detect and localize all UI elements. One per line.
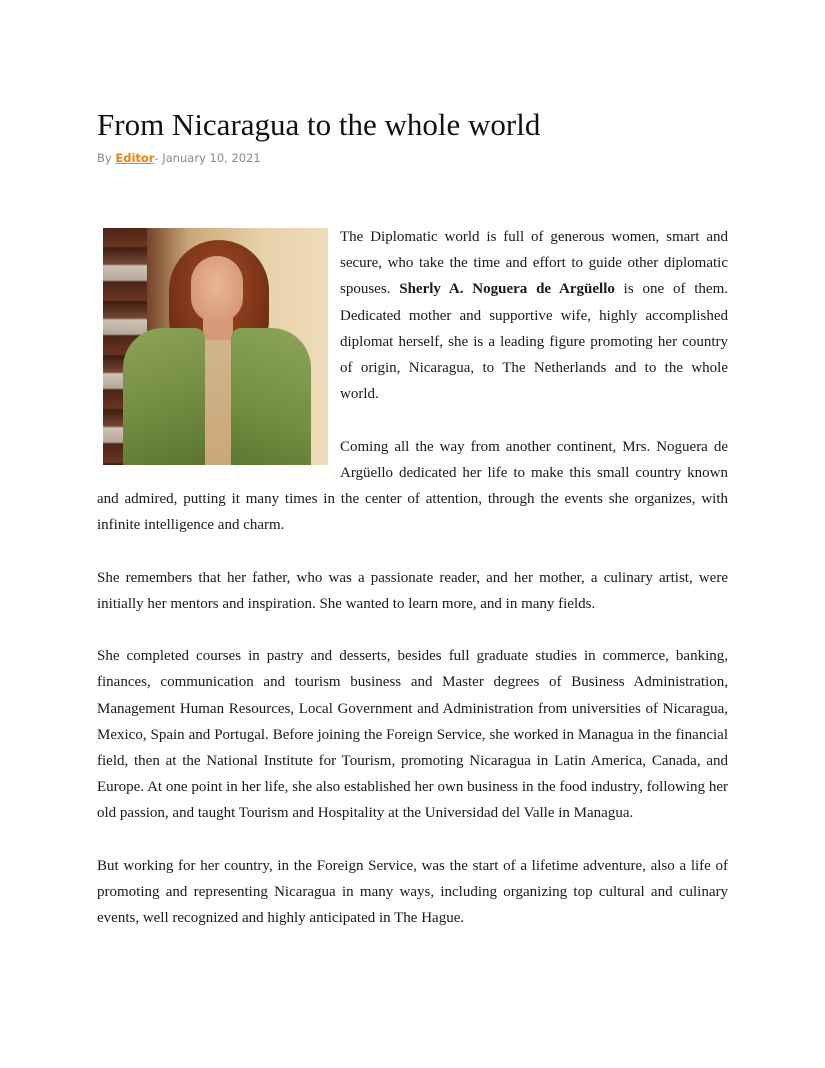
intro-text-after: is one of them. Dedicated mother and supportive wife, highly accomplished diplomat herself, she is a leading figure promoting her country of origin, Nicaragua, to The Netherlands and to the whole world. [340, 281, 728, 403]
byline-prefix: By [97, 151, 116, 165]
paragraph-2: Coming all the way from another continent, Mrs. Noguera de Argüello dedicated her life to make this small country known and admired, putting it many times in the center of attention, through the events she organizes, with infinite intelligence and charm. [97, 438, 728, 534]
paragraph-3: She remembers that her father, who was a passionate reader, and her mother, a culinary artist, were initially her mentors and inspiration. She wanted to learn more, and in many fields. [97, 569, 728, 612]
byline [97, 150, 261, 167]
portrait-face [191, 256, 243, 322]
portrait-jacket-right [231, 328, 311, 465]
portrait-photo [103, 228, 328, 465]
publish-date: - January 10, 2021 [154, 151, 261, 165]
paragraph-4: She completed courses in pastry and desserts, besides full graduate studies in commerce, banking, finances, communication and tourism business and Master degrees of Business Administration, Management Human Resources, Local Government and Administration from universities of Nicaragua, Mexico, Spain and Portugal. Before joining the Foreign Service, she worked in Managua in the financial field, then at the National Institute for Tourism, promoting Nicaragua in Latin America, Canada, and Europe. At one point in her life, she also established her own business in the food industry, following her old passion, and taught Tourism and Hospitality at the Universidad del Valle in Managua. [97, 648, 728, 822]
intro-text-before: The Diplomatic world is full of generous women, smart and secure, who take the time and effort to guide other diplomatic spouses. [340, 229, 728, 298]
portrait-jacket-left [123, 328, 205, 465]
article-body [97, 224, 728, 958]
paragraph-5: But working for her country, in the Foreign Service, was the start of a lifetime adventure, also a life of promoting and representing Nicaragua in many ways, including organizing top cultural and culinary events, well recognized and highly anticipated in The Hague. [97, 857, 728, 927]
subject-name: Sherly A. Noguera de Argüello [399, 281, 615, 298]
article-title: From Nicaragua to the whole world [97, 107, 541, 142]
author-link[interactable]: Editor [115, 151, 155, 165]
